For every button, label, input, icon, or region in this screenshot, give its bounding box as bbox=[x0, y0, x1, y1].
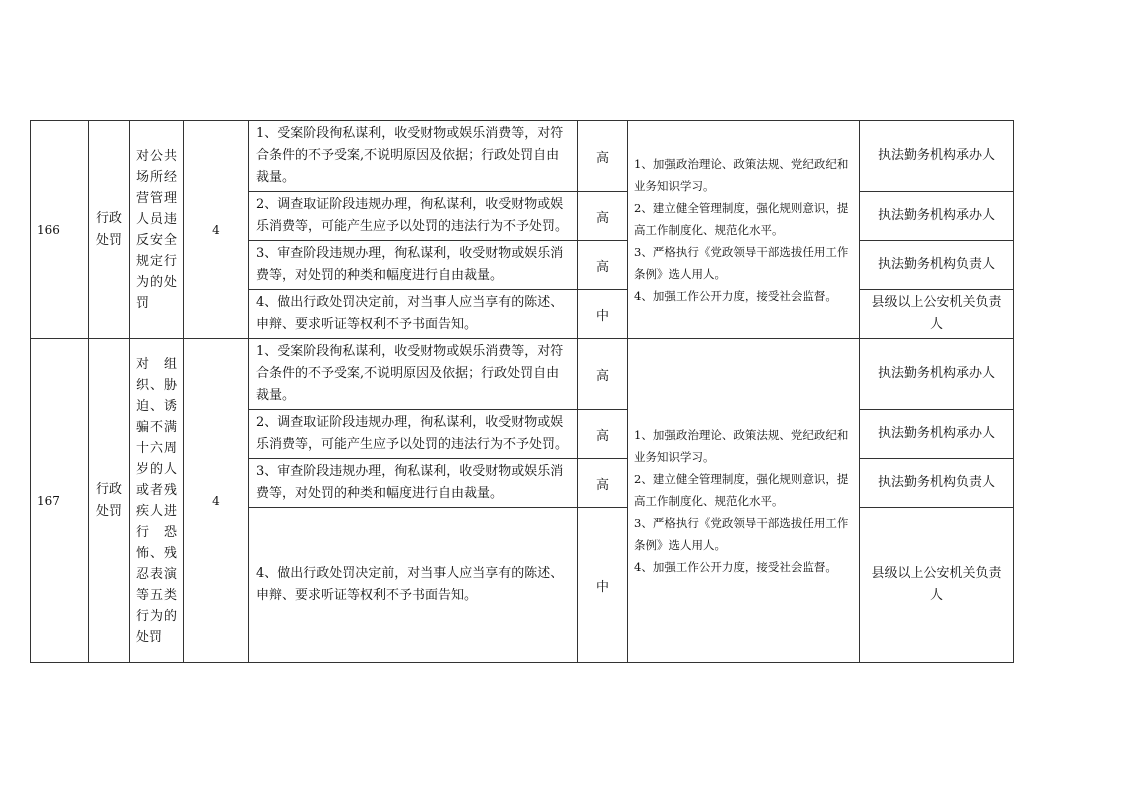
item-name-line: 为的处 bbox=[136, 274, 177, 290]
measure-item: 1、加强政治理论、政策法规、党纪政纪和业务知识学习。 bbox=[634, 156, 849, 193]
risk-description: 1、受案阶段徇私谋利，收受财物或娱乐消费等，对符合条件的不予受案,不说明原因及依据；行政处罚自由裁量。 bbox=[249, 339, 578, 410]
item-name-line: 织、胁 bbox=[136, 377, 177, 393]
measure-item: 3、严格执行《党政领导干部选拔任用工作条例》选人用人。 bbox=[634, 515, 849, 552]
item-name-line: 岁的人 bbox=[136, 461, 177, 477]
item-name-line: 骗不满 bbox=[136, 419, 177, 435]
risk-level: 高 bbox=[578, 339, 628, 410]
responsible-party: 县级以上公安机关负责人 bbox=[860, 290, 1014, 339]
prevention-measures bbox=[628, 121, 860, 339]
responsible-party: 执法勤务机构承办人 bbox=[860, 192, 1014, 241]
item-name-line: 迫、诱 bbox=[136, 398, 177, 414]
risk-level: 中 bbox=[578, 508, 628, 663]
item-name-line: 行 恐 bbox=[136, 524, 177, 540]
responsible-party: 执法勤务机构承办人 bbox=[860, 339, 1014, 410]
risk-description: 4、做出行政处罚决定前，对当事人应当享有的陈述、申辩、要求听证等权利不予书面告知。 bbox=[249, 508, 578, 663]
risk-level: 高 bbox=[578, 410, 628, 459]
responsible-party: 执法勤务机构承办人 bbox=[860, 121, 1014, 192]
item-name-line: 怖、残 bbox=[136, 545, 177, 561]
category-cell bbox=[89, 339, 130, 663]
risk-level: 高 bbox=[578, 121, 628, 192]
item-name-line: 罚 bbox=[136, 295, 150, 311]
item-name-line: 场所经 bbox=[136, 169, 177, 185]
item-name-line: 行为的 bbox=[136, 608, 177, 624]
measure-item: 2、建立健全管理制度，强化规则意识，提高工作制度化、规范化水平。 bbox=[634, 471, 849, 508]
risk-description: 2、调查取证阶段违规办理，徇私谋利，收受财物或娱乐消费等，可能产生应予以处罚的违法行为不予处罚。 bbox=[249, 410, 578, 459]
risk-level: 高 bbox=[578, 241, 628, 290]
risk-description: 4、做出行政处罚决定前，对当事人应当享有的陈述、申辩、要求听证等权利不予书面告知。 bbox=[249, 290, 578, 339]
measure-item: 1、加强政治理论、政策法规、党纪政纪和业务知识学习。 bbox=[634, 427, 849, 464]
responsible-party: 执法勤务机构承办人 bbox=[860, 410, 1014, 459]
risk-level: 中 bbox=[578, 290, 628, 339]
item-name-line: 等五类 bbox=[136, 587, 177, 603]
item-name-line: 处罚 bbox=[136, 629, 163, 645]
row-number: 166 bbox=[31, 121, 89, 339]
item-name-cell bbox=[130, 339, 184, 663]
item-name-line: 十六周 bbox=[136, 440, 177, 456]
item-name-line: 营管理 bbox=[136, 190, 177, 206]
responsible-party: 县级以上公安机关负责人 bbox=[860, 508, 1014, 663]
risk-level: 高 bbox=[578, 192, 628, 241]
item-name-line: 人员违 bbox=[136, 211, 177, 227]
measure-item: 4、加强工作公开力度，接受社会监督。 bbox=[634, 288, 837, 303]
risk-description: 1、受案阶段徇私谋利，收受财物或娱乐消费等，对符合条件的不予受案,不说明原因及依据；行政处罚自由裁量。 bbox=[249, 121, 578, 192]
table-row bbox=[31, 121, 1014, 192]
row-number: 167 bbox=[31, 339, 89, 663]
item-name-line: 忍表演 bbox=[136, 566, 177, 582]
table-row bbox=[31, 339, 1014, 410]
risk-count: 4 bbox=[184, 121, 249, 339]
item-name-line: 反安全 bbox=[136, 232, 177, 248]
item-name-line: 规定行 bbox=[136, 253, 177, 269]
item-name-line: 对公共 bbox=[136, 148, 177, 164]
category-text: 行政 处罚 bbox=[95, 210, 122, 248]
category-cell bbox=[89, 121, 130, 339]
measure-item: 4、加强工作公开力度，接受社会监督。 bbox=[634, 559, 837, 574]
item-name-line: 疾人进 bbox=[136, 503, 177, 519]
risk-level: 高 bbox=[578, 459, 628, 508]
risk-description: 3、审查阶段违规办理，徇私谋利，收受财物或娱乐消费等，对处罚的种类和幅度进行自由裁量。 bbox=[249, 241, 578, 290]
risk-description: 3、审查阶段违规办理，徇私谋利，收受财物或娱乐消费等，对处罚的种类和幅度进行自由裁量。 bbox=[249, 459, 578, 508]
item-name-line: 或者残 bbox=[136, 482, 177, 498]
item-name-cell bbox=[130, 121, 184, 339]
risk-table bbox=[30, 120, 1014, 663]
measure-item: 3、严格执行《党政领导干部选拔任用工作条例》选人用人。 bbox=[634, 244, 849, 281]
measure-item: 2、建立健全管理制度，强化规则意识，提高工作制度化、规范化水平。 bbox=[634, 200, 849, 237]
responsible-party: 执法勤务机构负责人 bbox=[860, 459, 1014, 508]
category-text: 行政 处罚 bbox=[95, 481, 122, 519]
responsible-party: 执法勤务机构负责人 bbox=[860, 241, 1014, 290]
item-name-line: 对 组 bbox=[136, 356, 177, 372]
risk-description: 2、调查取证阶段违规办理，徇私谋利，收受财物或娱乐消费等，可能产生应予以处罚的违法行为不予处罚。 bbox=[249, 192, 578, 241]
risk-count: 4 bbox=[184, 339, 249, 663]
prevention-measures bbox=[628, 339, 860, 663]
